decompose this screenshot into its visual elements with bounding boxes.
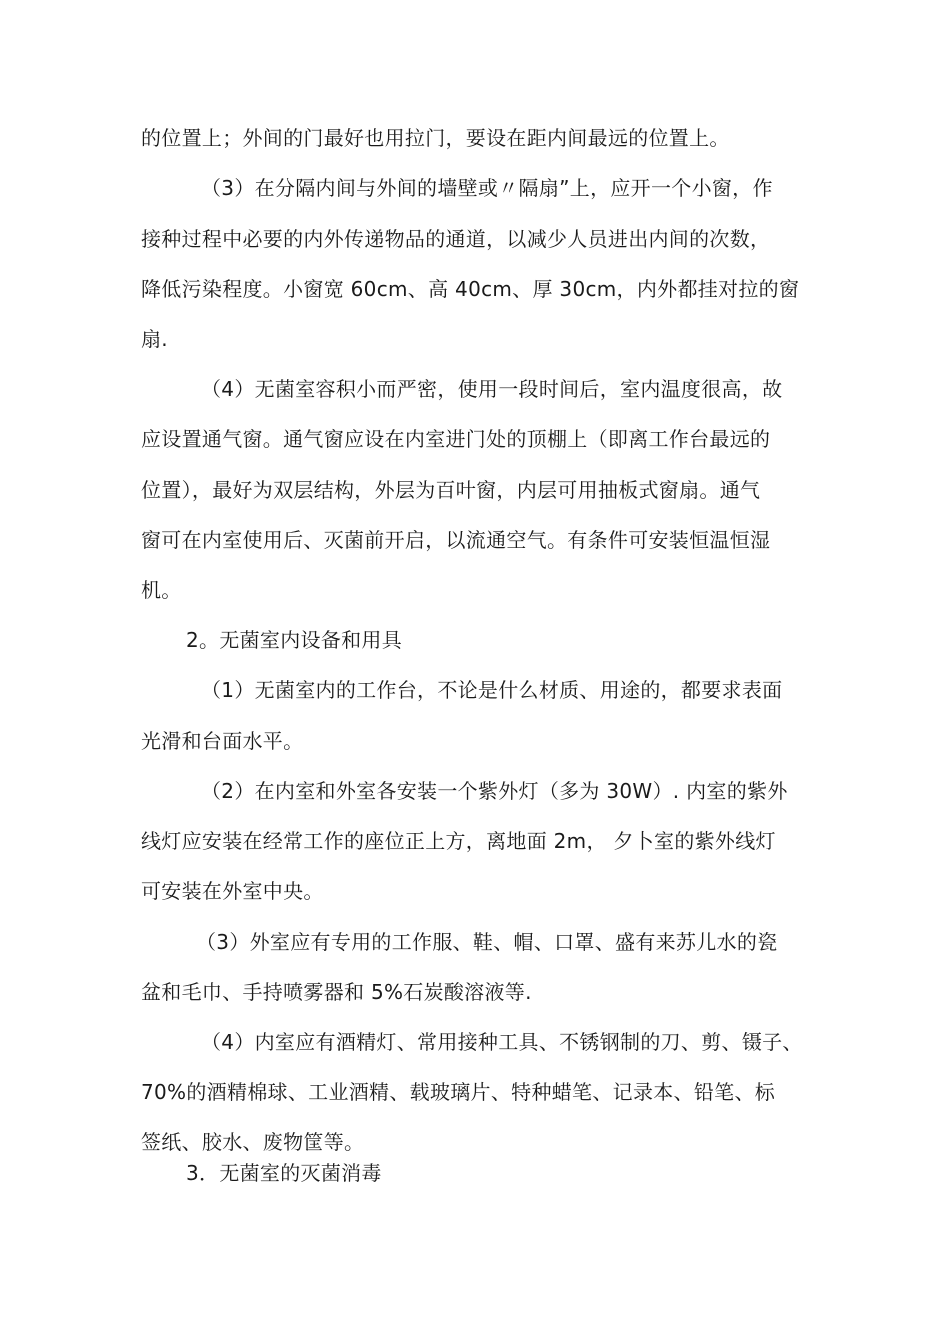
paragraph-line: （4）无菌室容积小而严密，使用一段时间后，室内温度很高，故 — [201, 377, 783, 401]
paragraph-line: 光滑和台面水平。 — [141, 729, 304, 753]
paragraph-line: 接种过程中必要的内外传递物品的通道，以减少人员进出内间的次数， — [141, 227, 771, 251]
paragraph-line: （4）内室应有酒精灯、常用接种工具、不锈钢制的刀、剪、镊子、 — [201, 1030, 803, 1054]
paragraph-line: 线灯应安装在经常工作的座位正上方，离地面 2m， 夕卜室的紫外线灯 — [141, 829, 776, 853]
paragraph-line: 窗可在内室使用后、灭菌前开启，以流通空气。有条件可安装恒温恒湿 — [141, 528, 771, 552]
paragraph-line: 的位置上；外间的门最好也用拉门，要设在距内间最远的位置上。 — [141, 126, 730, 150]
paragraph-line: 70%的酒精棉球、工业酒精、载玻璃片、特种蜡笔、记录本、铅笔、标 — [141, 1080, 776, 1104]
section-heading: 2。无菌室内设备和用具 — [186, 628, 403, 652]
paragraph-line: （1）无菌室内的工作台，不论是什么材质、用途的，都要求表面 — [201, 678, 783, 702]
paragraph-line: 应设置通气窗。通气窗应设在内室进门处的顶棚上（即离工作台最远的 — [141, 427, 771, 451]
paragraph-line: 机。 — [141, 578, 182, 602]
paragraph-line: 扇. — [141, 327, 168, 351]
section-heading: 3．无菌室的灭菌消毒 — [186, 1161, 382, 1185]
paragraph-line: 位置），最好为双层结构，外层为百叶窗，内层可用抽板式窗扇。通气 — [141, 478, 761, 502]
paragraph-line: 签纸、胶水、废物筐等。 — [141, 1130, 365, 1154]
paragraph-line: （3）外室应有专用的工作服、鞋、帽、口罩、盛有来苏儿水的瓷 — [196, 930, 778, 954]
paragraph-line: 可安装在外室中央。 — [141, 879, 324, 903]
paragraph-line: 降低污染程度。小窗宽 60cm、高 40cm、厚 30cm，内外都挂对拉的窗 — [141, 277, 800, 301]
paragraph-line: （3）在分隔内间与外间的墙壁或〃隔扇”上，应开一个小窗，作 — [201, 176, 773, 200]
paragraph-line: 盆和毛巾、手持喷雾器和 5%石炭酸溶液等. — [141, 980, 532, 1004]
paragraph-line: （2）在内室和外室各安装一个紫外灯（多为 30W）. 内室的紫外 — [201, 779, 788, 803]
